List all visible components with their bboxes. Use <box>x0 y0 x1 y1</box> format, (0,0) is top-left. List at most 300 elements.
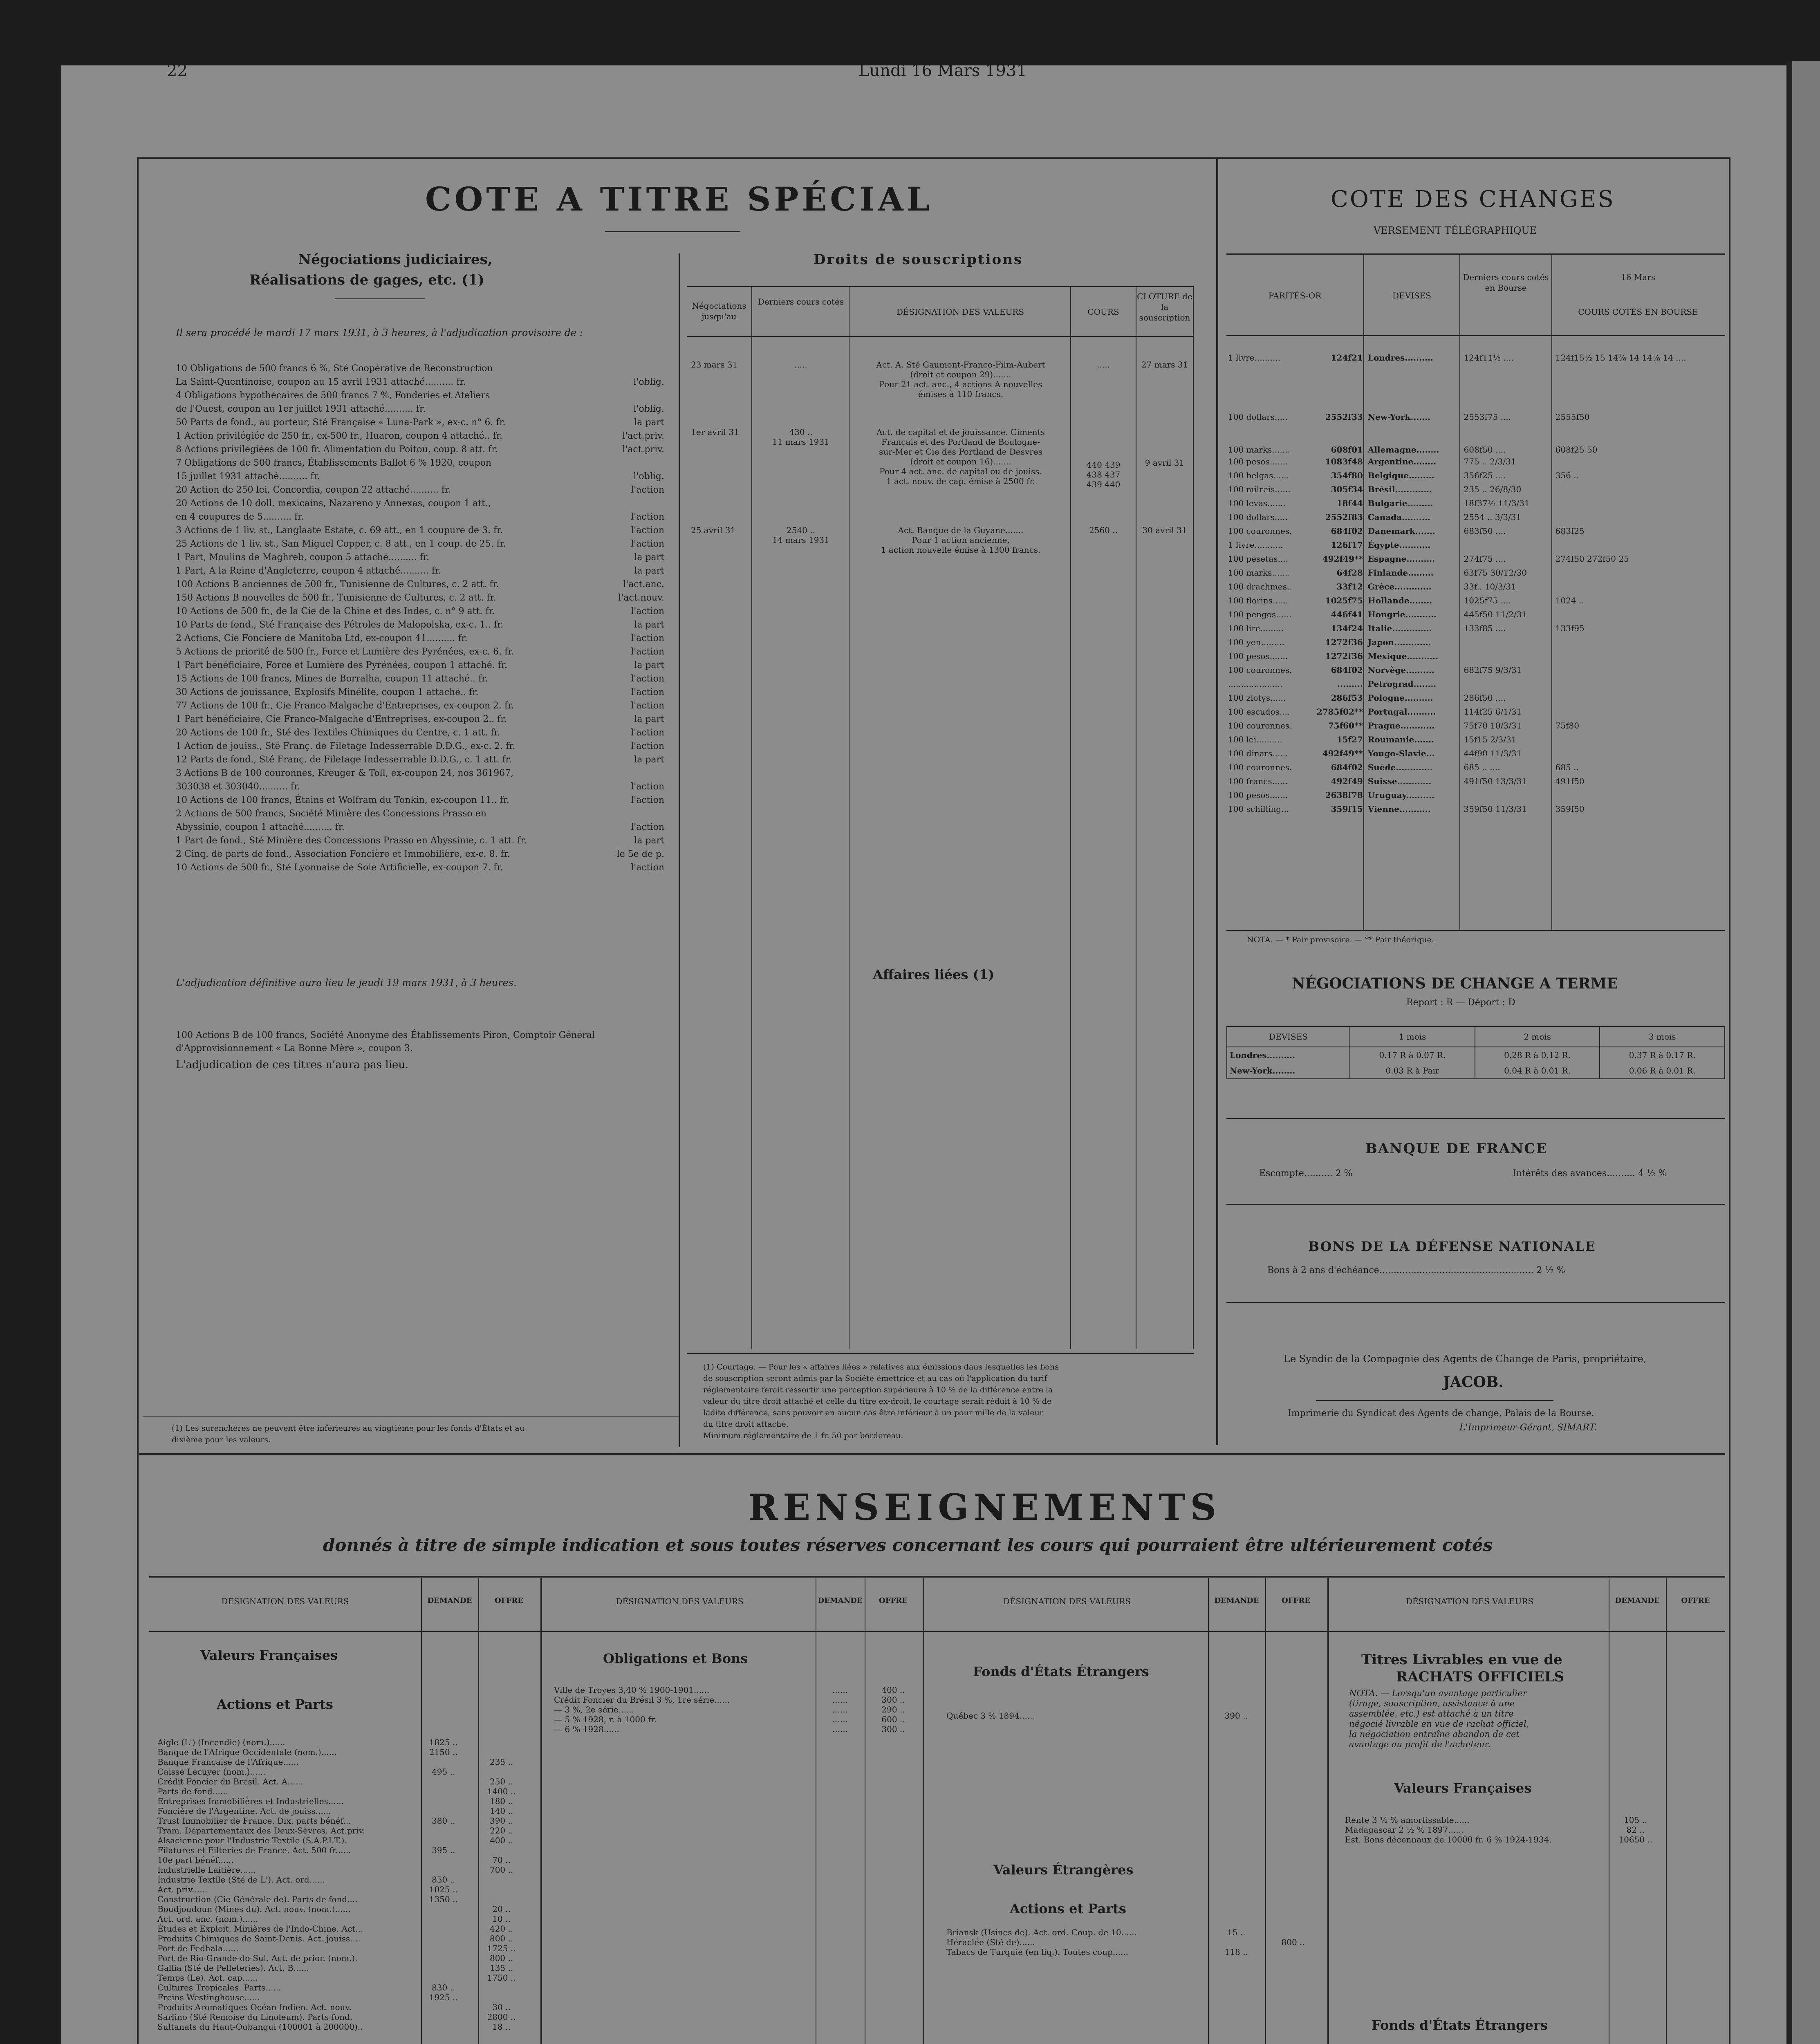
rens-row <box>157 1796 531 1806</box>
changes-cell: Hongrie........... <box>1367 610 1437 619</box>
rens-offre <box>471 1747 531 1757</box>
syndic-rule <box>1226 1302 1725 1303</box>
lot-row <box>176 537 664 551</box>
changes-cell: Hollande........ <box>1367 596 1432 605</box>
rens-offre: 400 .. <box>881 1685 905 1695</box>
changes-cell: 491f50 13/3/31 <box>1464 776 1527 786</box>
terme-head-row <box>1227 1026 1725 1047</box>
changes-cell <box>1553 635 1725 649</box>
changes-cell: 1024 .. <box>1555 596 1584 605</box>
changes-cell: 684f02 <box>1331 762 1363 772</box>
changes-row <box>1226 760 1725 774</box>
rens-offre: 235 .. <box>489 1757 513 1767</box>
rens-c4-title2: RACHATS OFFICIELS <box>1396 1669 1564 1685</box>
changes-row <box>1226 566 1725 580</box>
rens-offre: 420 .. <box>489 1924 513 1934</box>
changes-cell: 492f49 <box>1331 776 1363 786</box>
rens-offre: 800 .. <box>489 1953 513 1963</box>
lot-row <box>176 362 664 375</box>
rens-demande <box>415 2022 471 2032</box>
footnote-rule <box>143 1416 679 1417</box>
rens-desig: Rente 3 ½ % amortissable...... <box>1345 1815 1470 1825</box>
rens-row <box>157 1934 531 1943</box>
lot-row <box>176 834 664 847</box>
changes-cell <box>1553 746 1725 760</box>
courtage-note <box>703 1361 1059 1441</box>
rens-offre: 400 .. <box>489 1836 513 1845</box>
terme-table <box>1226 1026 1725 1079</box>
changes-cell: 100 escudos.... <box>1228 707 1290 717</box>
droits-cloture: 30 avril 31 <box>1142 525 1187 535</box>
lot-row <box>176 389 664 402</box>
changes-cell: 2553f75 .... <box>1464 412 1511 422</box>
lot-row <box>176 740 664 753</box>
rens-demande: 1350 .. <box>429 1894 458 1904</box>
changes-cell: Belgique......... <box>1367 471 1434 480</box>
lot-unit: l'action <box>631 539 664 549</box>
changes-cell: 354f80 <box>1331 471 1363 480</box>
bons-line: Bons à 2 ans d'échéance...................................................... 2 ½ % <box>1267 1265 1565 1275</box>
lot-unit: l'action <box>631 512 664 522</box>
banque-interets: Intérêts des avances.......... 4 ½ % <box>1513 1168 1667 1179</box>
divider-top-bottom <box>139 1453 1725 1455</box>
changes-cell: 124f11½ .... <box>1464 353 1514 363</box>
lot-unit: l'action <box>631 647 664 657</box>
rens-c3-sec2: Valeurs Étrangères <box>993 1862 1134 1878</box>
piron-line-1: 100 Actions B de 100 francs, Société Anonyme des Établissements Piron, Comptoir Général <box>176 1030 595 1040</box>
lot-text: 1 Action de jouiss., Sté Franç. de Filetage Indesserrable D.D.G., ex-c. 2. fr. <box>176 741 516 751</box>
rens-c4-title1: Titres Livrables en vue de <box>1361 1652 1562 1668</box>
changes-cell: ..................... <box>1228 679 1283 689</box>
terme-row <box>1227 1063 1725 1079</box>
changes-cell: 100 levas....... <box>1228 498 1286 508</box>
changes-cell: 133f85 .... <box>1464 623 1506 633</box>
changes-cell: Finlande......... <box>1367 568 1434 578</box>
changes-cell: 100 pengos...... <box>1228 610 1292 619</box>
terme-head-cell: 2 mois <box>1475 1026 1600 1047</box>
droits-desig <box>854 427 1067 486</box>
rens-row <box>554 1695 922 1705</box>
lot-text: 4 Obligations hypothécaires de 500 francs 7 %, Fonderies et Ateliers <box>176 390 490 401</box>
rens-offre: 18 .. <box>492 2022 511 2032</box>
changes-cell <box>1553 482 1725 496</box>
rens-col-line <box>1208 1578 1209 2044</box>
lot-row <box>176 402 664 416</box>
rens-col1-list <box>157 1737 531 2032</box>
rens-row <box>157 2002 531 2012</box>
rens-row <box>157 1953 531 1963</box>
lot-row <box>176 375 664 389</box>
piron-line-3: L'adjudication de ces titres n'aura pas lieu. <box>176 1059 409 1071</box>
changes-cell: 1083f48 <box>1325 457 1363 466</box>
changes-cell: 2785f02** <box>1316 707 1363 717</box>
changes-row <box>1226 746 1725 760</box>
changes-cell: 100 dollars..... <box>1228 412 1288 422</box>
lot-row <box>176 510 664 524</box>
rens-demande <box>415 1757 471 1767</box>
rens-h-offre: OFFRE <box>495 1596 523 1605</box>
rens-row <box>946 1947 1322 1957</box>
changes-cell: 100 couronnes. <box>1228 665 1292 675</box>
rens-row <box>157 1875 531 1885</box>
rens-col3-list-a <box>946 1711 1322 1721</box>
lot-text: 1 Part bénéficiaire, Cie Franco-Malgache d'Entreprises, ex-coupon 2.. fr. <box>176 714 507 724</box>
rens-desig: Madagascar 2 ½ % 1897...... <box>1345 1825 1464 1835</box>
rens-desig: Tabacs de Turquie (en liq.). Toutes coup...... <box>946 1947 1128 1957</box>
rens-col-line <box>1265 1578 1266 2044</box>
rens-group-line <box>1327 1578 1329 2044</box>
lot-unit: l'action <box>631 728 664 738</box>
lot-row <box>176 564 664 578</box>
changes-cell: 286f50 .... <box>1464 693 1506 703</box>
changes-h-parites: PARITÉS-OR <box>1268 291 1322 300</box>
rens-desig: — 5 % 1928, r. à 1000 fr. <box>554 1715 657 1724</box>
changes-cell: 64f28 <box>1336 568 1363 578</box>
rens-row <box>157 1855 531 1865</box>
rens-offre: 20 .. <box>492 1904 511 1914</box>
changes-cell: 359f50 <box>1555 804 1585 814</box>
changes-cell: New-York....... <box>1367 412 1431 422</box>
courtage-line: du titre droit attaché. <box>703 1420 789 1429</box>
changes-row <box>1226 365 1725 422</box>
rens-demande: 395 .. <box>432 1845 455 1855</box>
changes-cell: 124f15½ 15 14⅞ 14 14⅛ 14 .... <box>1555 353 1686 363</box>
droits-desig-line: sur-Mer et Cie des Portland de Desvres <box>879 447 1042 457</box>
changes-cell: 100 drachmes.. <box>1228 582 1292 592</box>
lot-row <box>176 416 664 429</box>
lot-unit: la part <box>634 836 664 846</box>
changes-nota: NOTA. — * Pair provisoire. — ** Pair théorique. <box>1247 935 1434 944</box>
rens-offre <box>471 1875 531 1885</box>
terme-cell: 0.06 R à 0.01 R. <box>1600 1063 1725 1079</box>
changes-row <box>1226 455 1725 468</box>
terme-cell: 0.17 R à 0.07 R. <box>1350 1047 1475 1063</box>
imprimerie-line: Imprimerie du Syndicat des Agents de change, Palais de la Bourse. <box>1288 1408 1594 1419</box>
changes-cell: 608f01 <box>1331 445 1363 455</box>
changes-h-cours: COURS COTÉS EN BOURSE <box>1578 307 1698 317</box>
droits-cloture: 27 mars 31 <box>1141 360 1188 370</box>
rens-row <box>157 1865 531 1875</box>
terme-head-cell: 1 mois <box>1350 1026 1475 1047</box>
lot-row <box>176 861 664 874</box>
rens-title: RENSEIGNEMENTS <box>748 1486 1222 1529</box>
rens-h-offre: OFFRE <box>879 1596 908 1605</box>
changes-cell: 100 lire......... <box>1228 623 1284 633</box>
rens-desig: Act. priv...... <box>157 1885 208 1894</box>
rens-row <box>157 2022 531 2032</box>
changes-cell: 100 belgas...... <box>1228 471 1289 480</box>
rens-desig: Temps (Le). Act. cap...... <box>157 1973 258 1983</box>
page-number: 22 <box>167 61 188 80</box>
rens-row <box>157 2012 531 2022</box>
rens-row <box>157 1836 531 1845</box>
rens-h-desig: DÉSIGNATION DES VALEURS <box>221 1596 349 1606</box>
rens-col-line <box>1666 1578 1667 2044</box>
rens-c2-sec1: Obligations et Bons <box>603 1651 748 1666</box>
changes-cell: Argentine........ <box>1367 457 1436 466</box>
rens-h-desig: DÉSIGNATION DES VALEURS <box>616 1596 744 1606</box>
lot-row <box>176 483 664 497</box>
changes-cell: 134f24 <box>1331 623 1363 633</box>
rens-demande: 830 .. <box>432 1983 455 1992</box>
changes-row <box>1226 774 1725 788</box>
changes-cell: 100 yen......... <box>1228 637 1284 647</box>
rens-desig: Filatures et Filteries de France. Act. 500 fr...... <box>157 1845 351 1855</box>
changes-cell: Canada.......... <box>1367 512 1430 522</box>
changes-cell: 684f02 <box>1331 526 1363 536</box>
rens-desig: Boudjoudoun (Mines du). Act. nouv. (nom.)...... <box>157 1904 351 1914</box>
lot-row <box>176 632 664 645</box>
terme-cell: 0.28 R à 0.12 R. <box>1475 1047 1600 1063</box>
rens-demande: 850 .. <box>432 1875 455 1885</box>
changes-cell <box>1553 649 1725 663</box>
changes-cell: 446f41 <box>1331 610 1363 619</box>
rens-desig: Produits Chimiques de Saint-Denis. Act. jouiss.... <box>157 1934 361 1943</box>
lot-row <box>176 807 664 820</box>
rens-demande <box>415 1924 471 1934</box>
rens-demande <box>1209 1937 1264 1947</box>
rens-offre <box>1663 1835 1721 1845</box>
terme-cell: New-York........ <box>1227 1063 1350 1079</box>
rens-offre: 2800 .. <box>487 2012 516 2022</box>
rens-offre: 600 .. <box>881 1715 905 1724</box>
rens-top-rule <box>149 1576 1725 1578</box>
rens-row <box>157 1983 531 1992</box>
rens-demande: 118 .. <box>1224 1947 1248 1957</box>
lot-text: 2 Actions, Cie Foncière de Manitoba Ltd, ex-coupon 41.......... fr. <box>176 633 468 643</box>
lot-unit: l'action <box>631 606 664 616</box>
rens-offre: 1725 .. <box>487 1943 516 1953</box>
changes-row <box>1226 538 1725 552</box>
droits-cours: 2560 .. <box>1089 525 1118 535</box>
lot-text: 10 Actions de 100 francs, Étains et Wolfram du Tonkin, ex-coupon 11.. fr. <box>176 795 509 805</box>
changes-row <box>1226 496 1725 510</box>
lot-unit <box>615 456 664 470</box>
changes-row <box>1226 422 1725 455</box>
terme-head-cell: 3 mois <box>1600 1026 1725 1047</box>
courtage-line: ladite différence, sans pouvoir en aucun cas être inférieur à un pour mille de la valeur <box>703 1408 1043 1417</box>
courtage-line: de souscription seront admis par la Société émettrice et au cas où l'application du tarif <box>703 1374 1047 1383</box>
droits-desig-line: (droit et coupon 16)....... <box>910 457 1011 466</box>
lot-row <box>176 766 664 780</box>
lot-text: 303038 et 303040.......... fr. <box>176 782 300 792</box>
rens-offre <box>1663 1815 1721 1825</box>
droits-desig <box>854 525 1067 555</box>
changes-cell: 1025f75 .... <box>1464 596 1511 605</box>
lot-unit: l'act.priv. <box>622 431 664 441</box>
lot-unit: l'action <box>631 633 664 643</box>
banque-title: BANQUE DE FRANCE <box>1365 1141 1548 1157</box>
lot-row <box>176 753 664 766</box>
changes-cell: 100 pesetas.... <box>1228 554 1288 564</box>
lot-text: 10 Obligations de 500 francs 6 %, Sté Coopérative de Reconstruction <box>176 363 493 374</box>
lot-row <box>176 645 664 659</box>
lot-unit: l'action <box>631 701 664 711</box>
rens-offre <box>471 1737 531 1747</box>
droits-date: 1er avril 31 <box>691 427 739 437</box>
rens-demande: 1025 .. <box>429 1885 458 1894</box>
droits-desig-line: Français et des Portland de Boulogne- <box>881 437 1040 447</box>
rens-col2-list <box>554 1685 922 1734</box>
changes-cell: 44f90 11/3/31 <box>1464 749 1522 758</box>
lot-text: 8 Actions privilégiées de 100 fr. Alimentation du Poitou, coup. 8 att. fr. <box>176 444 498 455</box>
lot-unit: l'action <box>631 687 664 697</box>
droits-desig-line: Pour 4 act. anc. de capital ou de jouiss. <box>879 466 1042 476</box>
changes-row <box>1226 510 1725 524</box>
rens-head-rule <box>149 1631 1725 1632</box>
next-page-edge <box>1786 61 1820 2044</box>
rens-desig: Parts de fond...... <box>157 1786 228 1796</box>
rens-demande <box>415 1973 471 1983</box>
rens-row <box>157 1992 531 2002</box>
rens-h-desig: DÉSIGNATION DES VALEURS <box>1003 1596 1131 1606</box>
rens-demande <box>415 1777 471 1786</box>
divider-middle-right <box>1216 157 1218 1445</box>
lot-text: 77 Actions de 100 fr., Cie Franco-Malgache d'Entreprises, ex-coupon 2. fr. <box>176 701 514 711</box>
lot-row <box>176 551 664 564</box>
rens-desig: Gallia (Sté de Pelleteries). Act. B...... <box>157 1963 309 1973</box>
droits-col-3 <box>1070 286 1071 1349</box>
rens-offre: 1400 .. <box>487 1786 516 1796</box>
changes-cell: Suède............. <box>1367 762 1433 772</box>
changes-h-devises: DEVISES <box>1392 291 1431 300</box>
rens-row <box>157 1904 531 1914</box>
changes-cell: Italie.............. <box>1367 623 1432 633</box>
droits-desig-line: Act. Banque de la Guyane....... <box>898 525 1024 535</box>
rens-offre <box>471 1845 531 1855</box>
changes-cell: 445f50 11/2/31 <box>1464 610 1527 619</box>
changes-cell: 63f75 30/12/30 <box>1464 568 1527 578</box>
rens-desig: Caisse Lecuyer (nom.)...... <box>157 1767 266 1777</box>
page-date: Lundi 16 Mars 1931 <box>858 61 1027 80</box>
changes-row <box>1226 649 1725 663</box>
rens-row <box>157 1806 531 1816</box>
rens-h-demande: DEMANDE <box>1615 1596 1660 1605</box>
lot-row <box>176 726 664 740</box>
changes-cell: 1272f36 <box>1325 651 1363 661</box>
rens-offre: 290 .. <box>881 1705 905 1715</box>
rens-demande <box>415 1796 471 1806</box>
rens-demande <box>415 1836 471 1845</box>
lot-row <box>176 699 664 713</box>
rens-desig: Ville de Troyes 3,40 % 1900-1901...... <box>554 1685 710 1695</box>
lot-text: 3 Actions de 1 liv. st., Langlaate Estate, c. 69 att., en 1 coupure de 3. fr. <box>176 525 503 536</box>
rens-row <box>157 1757 531 1767</box>
rens-offre: 250 .. <box>489 1777 513 1786</box>
neg-title-2: Réalisations de gages, etc. (1) <box>249 272 484 288</box>
terme-cell: 0.37 R à 0.17 R. <box>1600 1047 1725 1063</box>
changes-subtitle: VERSEMENT TÉLÉGRAPHIQUE <box>1374 225 1537 236</box>
lot-unit: l'action <box>631 741 664 751</box>
divider-left-middle <box>679 253 680 1447</box>
rens-demande: 2150 .. <box>429 1747 458 1757</box>
droits-desig-line: Pour 21 act. anc., 4 actions A nouvelles <box>879 379 1042 389</box>
changes-cell: 100 lei.......... <box>1228 735 1282 744</box>
changes-cell: Allemagne........ <box>1367 445 1439 455</box>
rens-h-offre: OFFRE <box>1282 1596 1310 1605</box>
changes-cell: Norvège.......... <box>1367 665 1434 675</box>
rens-desig: — 6 % 1928...... <box>554 1724 619 1734</box>
rens-demande <box>415 1963 471 1973</box>
rens-c4-nota-line: (tirage, souscription, assistance à une <box>1349 1699 1515 1708</box>
changes-table <box>1226 351 1725 816</box>
terme-cell: 0.03 R à Pair <box>1350 1063 1475 1079</box>
changes-cell: 608f25 50 <box>1555 445 1598 455</box>
changes-row <box>1226 552 1725 566</box>
rens-row <box>157 1826 531 1836</box>
changes-cell: Égypte........... <box>1367 540 1431 550</box>
imprimerie-rule <box>1316 1400 1553 1401</box>
rens-offre <box>1264 1947 1322 1957</box>
changes-cell <box>1553 566 1725 580</box>
rens-offre <box>471 1983 531 1992</box>
rens-desig: Foncière de l'Argentine. Act. de jouiss...... <box>157 1806 331 1816</box>
changes-row <box>1226 621 1725 635</box>
changes-cell: 492f49** <box>1322 554 1363 564</box>
rens-row <box>157 1963 531 1973</box>
lot-text: 20 Action de 250 lei, Concordia, coupon 22 attaché.......... fr. <box>176 485 451 495</box>
neg-title-1: Négociations judiciaires, <box>298 251 493 268</box>
changes-cell <box>1553 788 1725 802</box>
changes-cell: Japon............. <box>1367 637 1431 647</box>
lot-text: 15 Actions de 100 francs, Mines de Borralha, coupon 11 attaché.. fr. <box>176 674 488 684</box>
lot-row <box>176 820 664 834</box>
rens-desig: Produits Aromatiques Océan Indien. Act. nouv. <box>157 2002 352 2012</box>
lot-text: 25 Actions de 1 liv. st., San Miguel Copper, c. 8 att., en 1 coup. de 25. fr. <box>176 539 506 549</box>
changes-head-rule <box>1226 335 1725 336</box>
changes-cell: ......... <box>1337 679 1363 689</box>
changes-cell <box>1553 663 1725 677</box>
changes-cell <box>1553 677 1725 691</box>
changes-cell <box>1553 691 1725 705</box>
changes-h-derniers: Derniers cours cotés en Bourse <box>1463 272 1549 293</box>
neg-title-rule <box>335 298 425 299</box>
lot-row <box>176 686 664 699</box>
rens-desig: Act. ord. anc. (nom.)...... <box>157 1914 258 1924</box>
rens-demande <box>415 1865 471 1875</box>
banque-escompte: Escompte.......... 2 % <box>1259 1168 1353 1179</box>
changes-cell: 1 livre.......... <box>1228 353 1281 363</box>
changes-cell: 2555f50 <box>1555 412 1590 422</box>
rens-col4-list-a <box>1345 1815 1721 1845</box>
terme-row <box>1227 1047 1725 1063</box>
changes-cell: 684f02 <box>1331 665 1363 675</box>
changes-row <box>1226 719 1725 733</box>
rens-h-demande: DEMANDE <box>818 1596 863 1605</box>
changes-row <box>1226 802 1725 816</box>
rens-offre: 180 .. <box>489 1796 513 1806</box>
changes-cell: 359f50 11/3/31 <box>1464 804 1527 814</box>
bons-title: BONS DE LA DÉFENSE NATIONALE <box>1308 1239 1596 1254</box>
changes-row <box>1226 663 1725 677</box>
rens-desig: Sarlino (Sté Remoise du Linoleum). Parts fond. <box>157 2012 353 2022</box>
adjudication-definitive: L'adjudication définitive aura lieu le jeudi 19 mars 1931, à 3 heures. <box>176 977 517 988</box>
changes-row <box>1226 607 1725 621</box>
lot-text: 10 Parts de fond., Sté Française des Pétroles de Malopolska, ex-c. 1.. fr. <box>176 620 504 630</box>
lot-unit: l'oblig. <box>633 471 664 482</box>
rens-demande: 1925 .. <box>429 1992 458 2002</box>
rens-row <box>157 1973 531 1983</box>
cote-title: COTE A TITRE SPÉCIAL <box>425 180 933 218</box>
changes-cell: 15f27 <box>1336 735 1363 744</box>
lot-unit: l'action <box>631 525 664 536</box>
lot-text: 50 Parts de fond., au porteur, Sté Française « Luna-Park », ex-c. n° 6. fr. <box>176 417 506 428</box>
rens-demande <box>415 1914 471 1924</box>
droits-desig-line: Pour 1 action ancienne, <box>912 535 1010 545</box>
lot-unit: la part <box>634 620 664 630</box>
changes-cell: 359f15 <box>1331 804 1363 814</box>
changes-cell: Prague............ <box>1367 721 1435 731</box>
